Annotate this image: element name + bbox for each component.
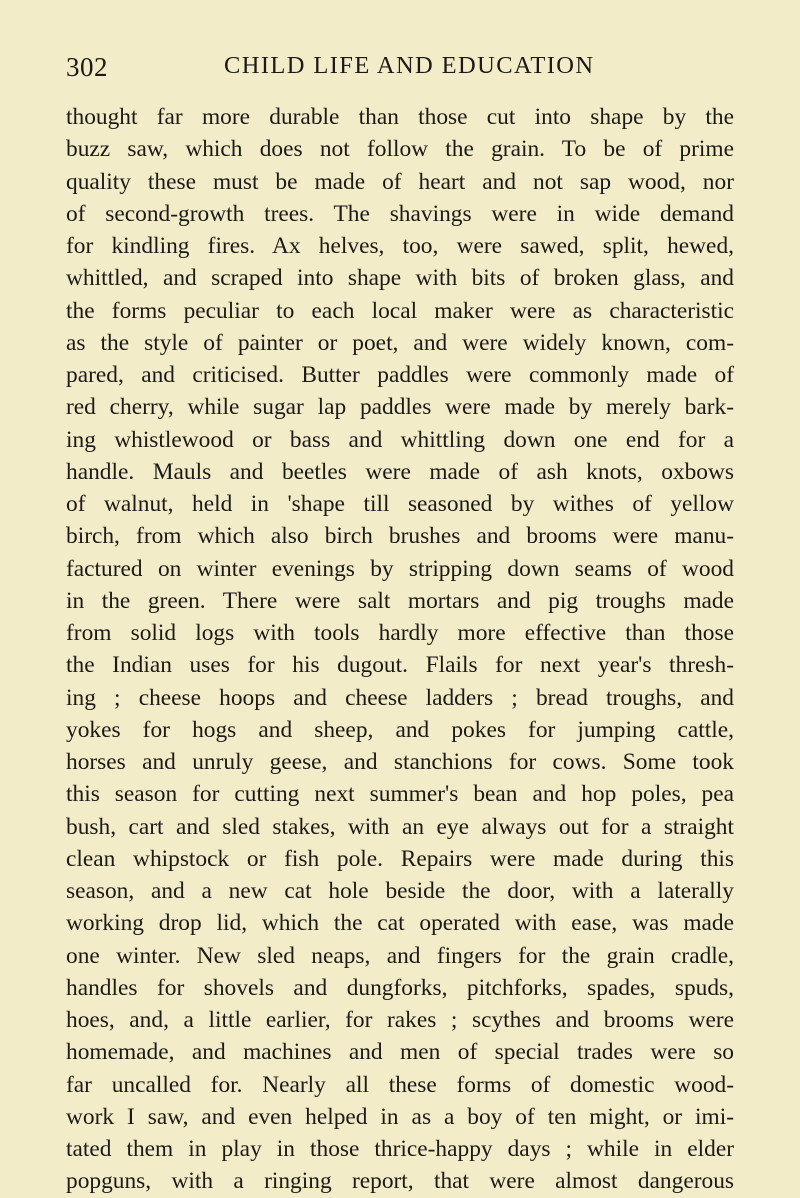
text-line: factured on winter evenings by stripping down seams of wood	[66, 555, 734, 582]
running-head: CHILD LIFE AND EDUCATION	[224, 52, 595, 79]
text-line: from solid logs with tools hardly more effective than those	[66, 620, 734, 646]
text-line: bush, cart and sled stakes, with an eye always out for a straight	[66, 813, 734, 840]
text-line: whittled, and scraped into shape with bits of broken glass, and	[66, 265, 734, 292]
text-line: of walnut, held in 'shape till seasoned by withes of yellow	[66, 491, 734, 517]
text-line: the Indian uses for his dugout. Flails for next year's thresh-	[66, 652, 734, 679]
text-line: of second-growth trees. The shavings were in wide demand	[66, 200, 734, 227]
text-line: the forms peculiar to each local maker were as characteristic	[66, 297, 734, 324]
page-header	[66, 52, 790, 92]
text-line: season, and a new cat hole beside the door, with a laterally	[66, 878, 734, 904]
text-line: red cherry, while sugar lap paddles were made by merely bark-	[66, 394, 734, 421]
body-text	[66, 101, 734, 1198]
text-line: popguns, with a ringing report, that were almost dangerous	[66, 1168, 734, 1195]
text-line: birch, from which also birch brushes and brooms were manu-	[66, 523, 734, 550]
page-number: 302	[66, 52, 108, 82]
text-line: for kindling fires. Ax helves, too, were sawed, split, hewed,	[66, 233, 734, 259]
text-line: pared, and criticised. Butter paddles were commonly made of	[66, 362, 734, 388]
text-line: work I saw, and even helped in as a boy of ten might, or imi-	[66, 1103, 734, 1130]
text-line: as the style of painter or poet, and were widely known, com-	[66, 329, 734, 356]
text-line: quality these must be made of heart and not sap wood, nor	[66, 168, 734, 195]
text-line: handles for shovels and dungforks, pitchforks, spades, spuds,	[66, 974, 734, 1001]
text-line: ing ; cheese hoops and cheese ladders ; bread troughs, and	[66, 684, 734, 711]
text-line: thought far more durable than those cut into shape by the	[66, 104, 734, 130]
text-line: working drop lid, which the cat operated with ease, was made	[66, 910, 734, 937]
text-line: handle. Mauls and beetles were made of ash knots, oxbows	[66, 458, 734, 485]
text-line: ing whistlewood or bass and whittling down one end for a	[66, 426, 734, 453]
text-line: homemade, and machines and men of special trades were so	[66, 1039, 734, 1066]
text-line: clean whipstock or fish pole. Repairs were made during this	[66, 845, 734, 872]
text-line: yokes for hogs and sheep, and pokes for jumping cattle,	[66, 716, 734, 743]
text-line: one winter. New sled neaps, and fingers for the grain cradle,	[66, 942, 734, 969]
text-line: tated them in play in those thrice-happy days ; while in elder	[66, 1136, 734, 1162]
text-line: far uncalled for. Nearly all these forms of domestic wood-	[66, 1071, 734, 1098]
text-line: horses and unruly geese, and stanchions for cows. Some took	[66, 749, 734, 775]
text-line: buzz saw, which does not follow the grain. To be of prime	[66, 136, 734, 163]
text-line: this season for cutting next summer's bean and hop poles, pea	[66, 781, 734, 808]
text-line: in the green. There were salt mortars and pig troughs made	[66, 587, 734, 614]
text-line: hoes, and, a little earlier, for rakes ; scythes and brooms were	[66, 1007, 734, 1033]
